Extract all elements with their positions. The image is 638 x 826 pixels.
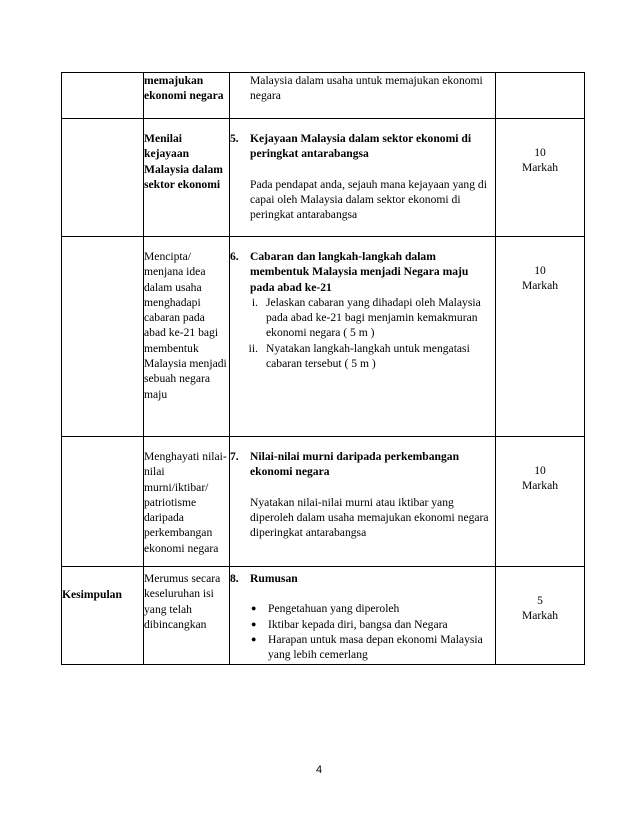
topic-cell: memajukan ekonomi negara	[144, 73, 230, 119]
question-number: 6.	[230, 250, 239, 263]
table-row	[62, 73, 585, 119]
table-row	[62, 237, 585, 437]
topic-cell: Menghayati nilai-nilai murni/iktibar/ patriotisme daripada perkembangan ekonomi negara	[144, 437, 230, 567]
sub-question-label: ii.	[248, 341, 258, 355]
sub-question-text: Jelaskan cabaran yang dihadapi oleh Malaysia pada abad ke-21 bagi menjamin kemakmuran ekonomi negara ( 5 m )	[266, 295, 481, 340]
mark-unit: Markah	[521, 479, 559, 493]
list-item	[250, 601, 495, 616]
question-heading	[230, 131, 495, 162]
question-cell	[230, 237, 496, 437]
mark-cell	[496, 119, 585, 237]
topic-cell: Merumus secara keseluruhan isi yang telah dibincangkan	[144, 567, 230, 665]
question-cell	[230, 73, 496, 119]
question-heading	[230, 249, 495, 295]
list-item-text: Harapan untuk masa depan ekonomi Malaysia yang lebih cemerlang	[268, 632, 483, 662]
sub-question-text: Nyatakan langkah-langkah untuk mengatasi cabaran tersebut ( 5 m )	[266, 341, 470, 371]
spacer	[230, 162, 495, 177]
table-row	[62, 567, 585, 665]
question-cell	[230, 119, 496, 237]
rubric-table	[61, 72, 585, 665]
question-title: Cabaran dan langkah-langkah dalam membentuk Malaysia menjadi Negara maju pada abad ke-21	[250, 250, 469, 294]
section-cell	[62, 237, 144, 437]
topic-cell: Menilai kejayaan Malaysia dalam sektor ekonomi	[144, 119, 230, 237]
topic-cell: Mencipta/ menjana idea dalam usaha menghadapi cabaran pada abad ke-21 bagi membentuk Malaysia menjadi sebuah negara maju	[144, 237, 230, 437]
question-heading	[230, 449, 495, 480]
mark-value: 10	[534, 146, 546, 159]
table-row	[62, 437, 585, 567]
spacer	[230, 586, 495, 601]
mark-unit: Markah	[521, 609, 559, 623]
bullet-list	[230, 601, 495, 662]
mark-cell	[496, 437, 585, 567]
question-cell	[230, 567, 496, 665]
bullet-icon: ●	[251, 618, 257, 629]
list-item	[250, 632, 495, 663]
section-cell	[62, 119, 144, 237]
question-number: 5.	[230, 132, 239, 145]
mark-value: 10	[534, 464, 546, 477]
question-title: Nilai-nilai murni daripada perkembangan ekonomi negara	[250, 450, 460, 479]
mark-cell	[496, 73, 585, 119]
section-cell	[62, 437, 144, 567]
bullet-icon: ●	[251, 633, 257, 644]
question-heading	[230, 571, 495, 586]
list-item-text: Pengetahuan yang diperoleh	[268, 602, 400, 616]
question-cell	[230, 437, 496, 567]
page-number: 4	[315, 764, 323, 776]
spacer	[230, 480, 495, 495]
table-row	[62, 119, 585, 237]
question-number: 8.	[230, 572, 239, 585]
mark-value: 10	[534, 264, 546, 277]
sub-question	[230, 341, 495, 372]
question-title: Kejayaan Malaysia dalam sektor ekonomi di peringkat antarabangsa	[250, 132, 472, 161]
question-number: 7.	[230, 450, 239, 463]
bullet-icon: ●	[251, 603, 257, 614]
list-item-text: Iktibar kepada diri, bangsa dan Negara	[268, 617, 448, 631]
mark-value: 5	[537, 594, 543, 607]
sub-question	[230, 295, 495, 341]
mark-unit: Markah	[521, 161, 559, 175]
mark-unit: Markah	[521, 279, 559, 293]
sub-question-label: i.	[251, 295, 258, 309]
question-title: Rumusan	[250, 572, 298, 585]
mark-cell	[496, 237, 585, 437]
section-cell: Kesimpulan	[62, 567, 144, 665]
question-description: Nyatakan nilai-nilai murni atau iktibar yang diperoleh dalam usaha memajukan ekonomi negara diperingkat antarabangsa	[250, 495, 489, 540]
mark-cell	[496, 567, 585, 665]
question-description: Pada pendapat anda, sejauh mana kejayaan yang di capai oleh Malaysia dalam sektor ekonomi di peringkat antarabangsa	[250, 177, 487, 222]
list-item	[250, 617, 495, 632]
section-cell	[62, 73, 144, 119]
question-description: Malaysia dalam usaha untuk memajukan ekonomi negara	[250, 74, 483, 103]
